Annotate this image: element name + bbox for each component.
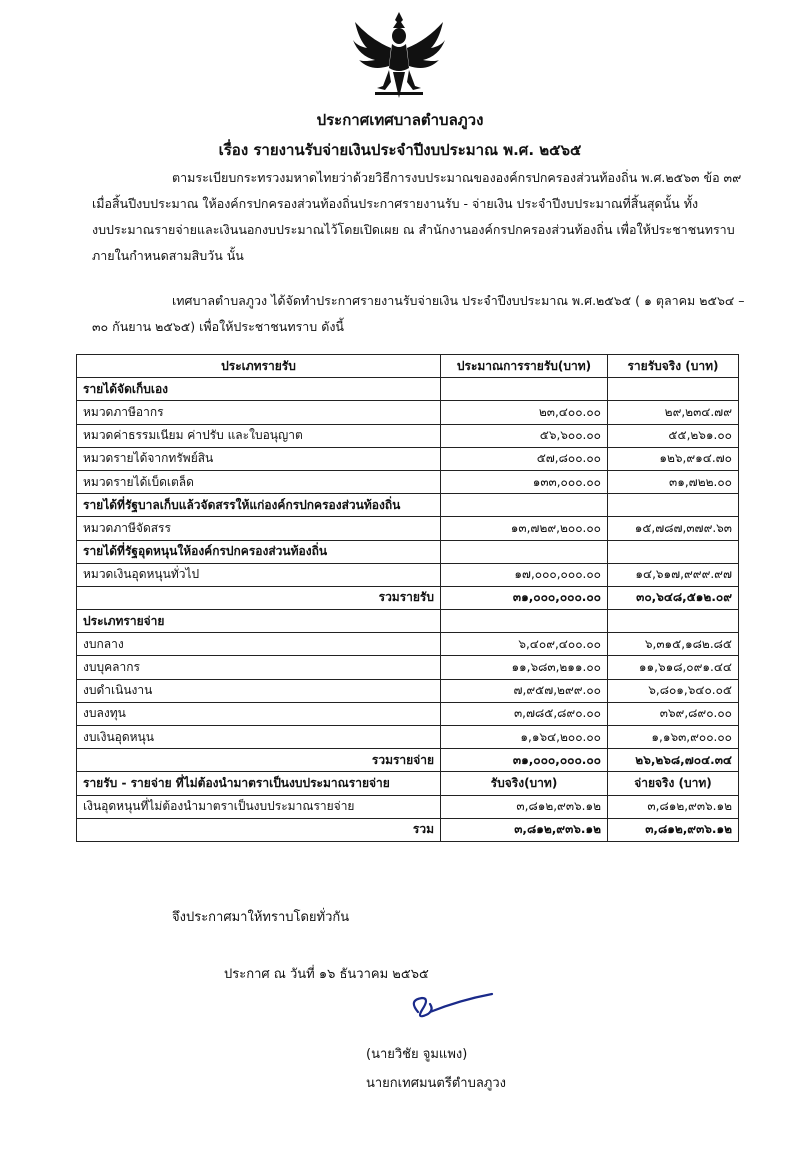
header-budget: ประมาณการรายรับ(บาท) [441,355,608,378]
table-row [77,726,739,749]
section-row [77,378,739,401]
row-actual: ๑๑,๖๑๘,๐๙๑.๔๔ [608,656,739,679]
row-actual: ๕๕,๒๖๑.๐๐ [608,424,739,447]
row-label: งบกลาง [77,633,441,656]
announcement-subject: เรื่อง รายงานรับจ่ายเงินประจำปีงบประมาณ พ.ศ. ๒๕๖๕ [218,141,582,159]
offbudget-header-row [77,772,739,795]
total-received: ๓,๘๑๒,๙๓๖.๑๒ [441,818,608,841]
row-budget: ๗,๙๕๗,๒๙๙.๐๐ [441,679,608,702]
row-label: หมวดภาษีอากร [77,401,441,424]
announcement-title: ประกาศเทศบาลตำบลภูวง [316,111,484,129]
signature-icon [400,990,500,1030]
total-row [77,586,739,609]
intro-line: ภายในกำหนดสามสิบวัน นั้น [92,248,244,263]
row-budget: ๑๗,๐๐๐,๐๐๐.๐๐ [441,563,608,586]
table-row [77,702,739,725]
total-paid: ๓,๘๑๒,๙๓๖.๑๒ [608,818,739,841]
total-label: รวมรายจ่าย [77,749,441,772]
total-row [77,818,739,841]
table-row [77,470,739,493]
row-budget: ๒๓,๔๐๐.๐๐ [441,401,608,424]
section-label: รายได้ที่รัฐอุดหนุนให้องค์กรปกครองส่วนท้องถิ่น [77,540,441,563]
row-label: หมวดค่าธรรมเนียม ค่าปรับ และใบอนุญาต [77,424,441,447]
row-budget: ๖,๔๐๙,๔๐๐.๐๐ [441,633,608,656]
section-label: รายได้ที่รัฐบาลเก็บแล้วจัดสรรให้แก่องค์กรปกครองส่วนท้องถิ่น [77,494,441,517]
announcement-date: ประกาศ ณ วันที่ ๑๖ ธันวาคม ๒๕๖๕ [224,967,429,982]
row-budget: ๓,๗๘๕,๘๙๐.๐๐ [441,702,608,725]
table-row [77,517,739,540]
total-budget: ๓๑,๐๐๐,๐๐๐.๐๐ [441,749,608,772]
total-label: รวม [77,818,441,841]
row-actual: ๑๕,๗๘๗,๓๗๙.๖๓ [608,517,739,540]
table-header-row [77,355,739,378]
row-actual: ๓๑,๗๒๒.๐๐ [608,470,739,493]
row-label: หมวดรายได้เบ็ดเตล็ด [77,470,441,493]
offbudget-col-paid: จ่ายจริง (บาท) [608,772,739,795]
row-label: งบเงินอุดหนุน [77,726,441,749]
row-label: งบลงทุน [77,702,441,725]
table-row [77,656,739,679]
table-row [77,633,739,656]
revenue-expense-table [76,354,739,842]
row-label: เงินอุดหนุนที่ไม่ต้องนำมาตราเป็นงบประมาณรายจ่าย [77,795,441,818]
row-budget: ๑๓,๗๒๙,๒๐๐.๐๐ [441,517,608,540]
table-row [77,447,739,470]
intro-line: เทศบาลตำบลภูวง ได้จัดทำประกาศรายงานรับจ่ายเงิน ประจำปีงบประมาณ พ.ศ.๒๕๖๕ ( ๑ ตุลาคม ๒๕๖๔ – [172,293,745,308]
signer-name: (นายวิชัย จูมแพง) [366,1047,468,1062]
offbudget-header: รายรับ - รายจ่าย ที่ไม่ต้องนำมาตราเป็นงบประมาณรายจ่าย [77,772,441,795]
table-row [77,401,739,424]
table-row [77,563,739,586]
row-budget: ๕๖,๖๐๐.๐๐ [441,424,608,447]
total-budget: ๓๑,๐๐๐,๐๐๐.๐๐ [441,586,608,609]
row-budget: ๑๓๓,๐๐๐.๐๐ [441,470,608,493]
row-label: หมวดรายได้จากทรัพย์สิน [77,447,441,470]
row-budget: ๑,๑๖๔,๒๐๐.๐๐ [441,726,608,749]
section-label: รายได้จัดเก็บเอง [77,378,441,401]
total-actual: ๓๐,๖๔๘,๕๑๒.๐๙ [608,586,739,609]
section-row [77,494,739,517]
row-actual: ๑,๑๖๓,๙๐๐.๐๐ [608,726,739,749]
total-label: รวมรายรับ [77,586,441,609]
row-received: ๓,๘๑๒,๙๓๖.๑๒ [441,795,608,818]
row-label: หมวดภาษีจัดสรร [77,517,441,540]
header-type: ประเภทรายรับ [77,355,441,378]
section-row [77,610,739,633]
table-row [77,679,739,702]
row-label: งบดำเนินงาน [77,679,441,702]
row-actual: ๒๙,๒๓๔.๗๙ [608,401,739,424]
row-budget: ๕๗,๘๐๐.๐๐ [441,447,608,470]
intro-line: ตามระเบียบกระทรวงมหาดไทยว่าด้วยวิธีการงบประมาณขององค์กรปกครองส่วนท้องถิ่น พ.ศ.๒๕๖๓ ข้อ ๓๙ [172,170,742,185]
row-actual: ๓๖๙,๘๙๐.๐๐ [608,702,739,725]
table-row [77,795,739,818]
row-actual: ๑๒๖,๙๑๔.๗๐ [608,447,739,470]
row-actual: ๑๔,๖๑๗,๙๙๙.๙๗ [608,563,739,586]
total-actual: ๒๖,๒๖๘,๗๐๔.๓๔ [608,749,739,772]
table-row [77,424,739,447]
intro-line: ๓๐ กันยาน ๒๕๖๕) เพื่อให้ประชาชนทราบ ดังนี้ [92,319,344,334]
row-budget: ๑๑,๖๘๓,๒๑๑.๐๐ [441,656,608,679]
section-row [77,540,739,563]
header-actual: รายรับจริง (บาท) [608,355,739,378]
row-actual: ๖,๘๐๑,๖๔๐.๐๕ [608,679,739,702]
closing-statement: จึงประกาศมาให้ทราบโดยทั่วกัน [172,910,350,925]
intro-line: งบประมาณรายจ่ายและเงินนอกงบประมาณไว้โดยเปิดเผย ณ สำนักงานองค์กรปกครองส่วนท้องถิ่น เพื่อให้ประชาชนทราบ [92,222,735,237]
section-label: ประเภทรายจ่าย [77,610,441,633]
total-row [77,749,739,772]
row-label: งบบุคลากร [77,656,441,679]
signer-position: นายกเทศมนตรีตำบลภูวง [366,1076,506,1091]
row-label: หมวดเงินอุดหนุนทั่วไป [77,563,441,586]
offbudget-col-received: รับจริง(บาท) [441,772,608,795]
row-actual: ๖,๓๑๕,๑๘๒.๘๕ [608,633,739,656]
intro-line: เมื่อสิ้นปีงบประมาณ ให้องค์กรปกครองส่วนท้องถิ่นประกาศรายงานรับ - จ่ายเงิน ประจำปีงบประมาณที่สิ้นสุดนั้น ทั้ง [92,196,699,211]
row-paid: ๓,๘๑๒,๙๓๖.๑๒ [608,795,739,818]
garuda-emblem-icon [349,10,449,102]
